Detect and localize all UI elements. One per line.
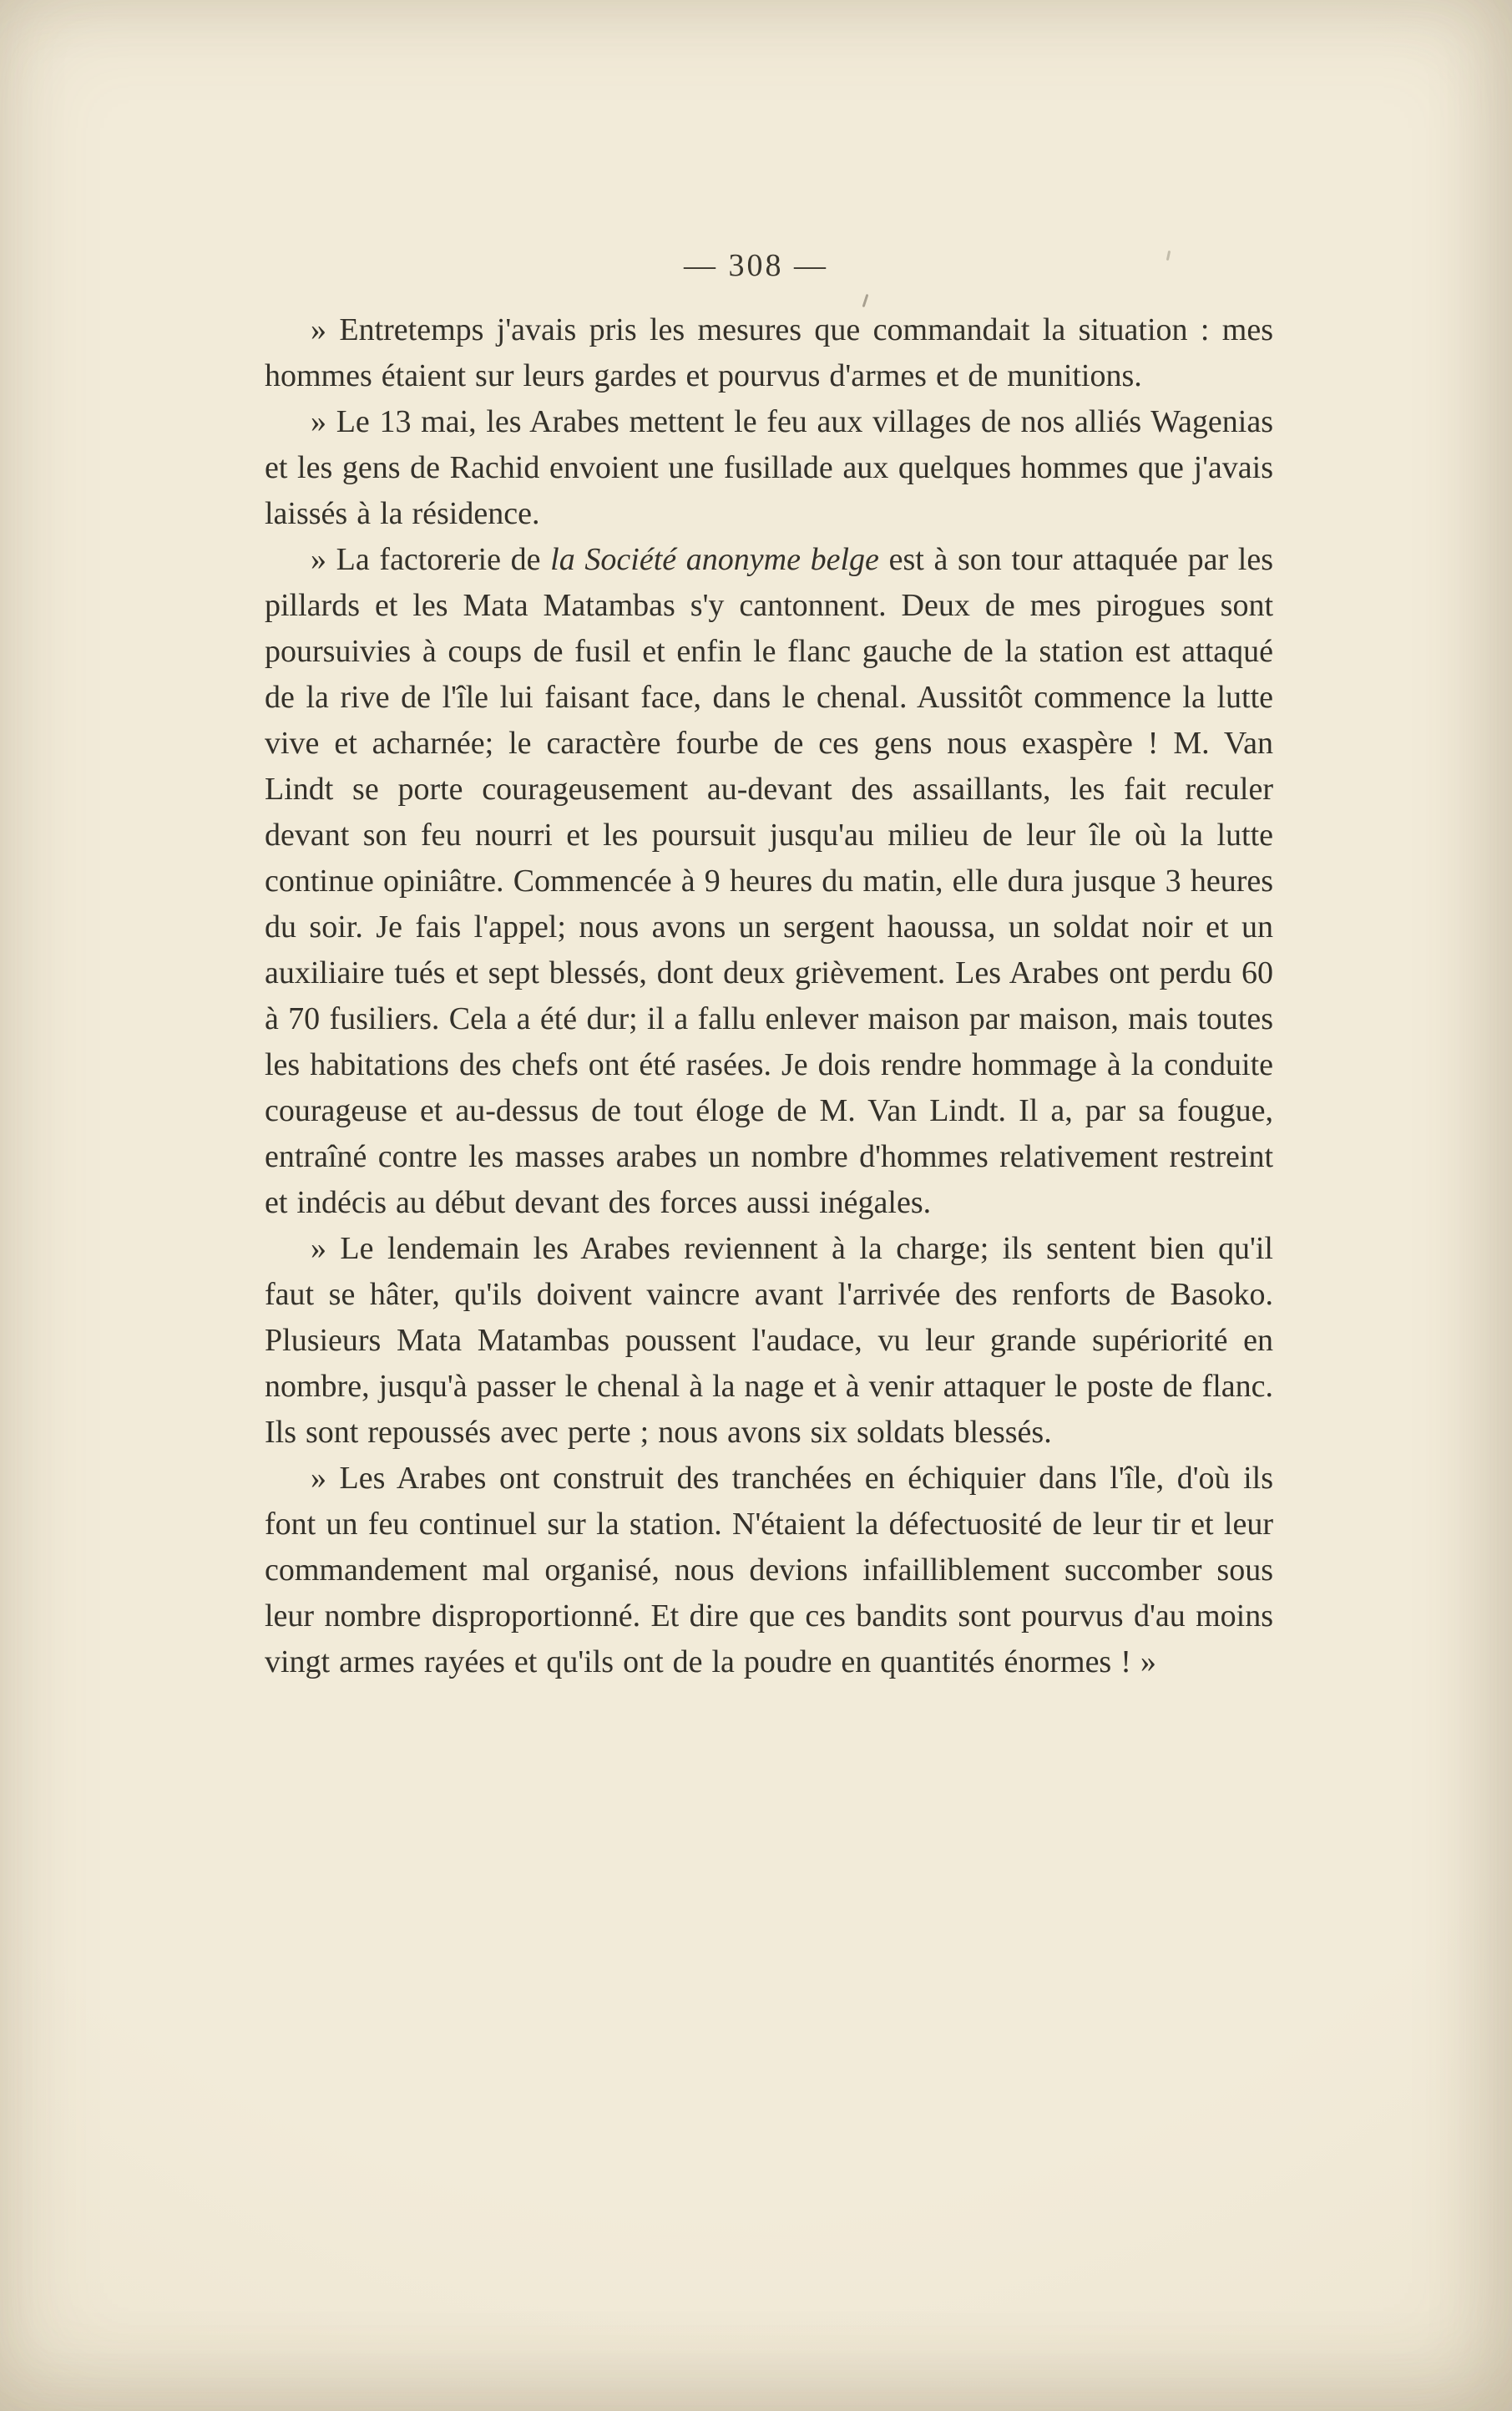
- paragraph-5: [265, 1456, 1273, 1685]
- paragraph-text: est à son tour attaquée par les pillards et les Mata Matambas s'y cantonnent. Deux de mes pirogues sont poursuivies à coups de fusil et enfin le flanc gauche de la station est attaqué de la rive de l'île lui faisant face, dans le chenal. Aussitôt commence la lutte vive et acharnée; le caractère fourbe de ces gens nous exaspère ! M. Van Lindt se porte courageusement au-devant des assaillants, les fait reculer devant son feu nourri et les poursuit jusqu'au milieu de leur île où la lutte continue opiniâtre. Commencée à 9 heures du matin, elle dura jusque 3 heures du soir. Je fais l'appel; nous avons un sergent haoussa, un soldat noir et un auxiliaire tués et sept blessés, dont deux grièvement. Les Arabes ont perdu 60 à 70 fusiliers. Cela a été dur; il a fallu enlever maison par maison, mais toutes les habitations des chefs ont été rasées. Je dois rendre hommage à la conduite courageuse et au-dessus de tout éloge de M. Van Lindt. Il a, par sa fougue, entraîné contre les masses arabes un nombre d'hommes relativement restreint et indécis au début devant des forces aussi inégales.: [265, 542, 1273, 1220]
- paragraph-text-italic: la Société anonyme belge: [550, 542, 879, 577]
- paragraph-1: [265, 307, 1273, 399]
- paragraph-text: » Entretemps j'avais pris les mesures que commandait la situation : mes hommes étaient sur leurs gardes et pourvus d'armes et de munitions.: [265, 312, 1273, 393]
- paragraph-3: [265, 537, 1273, 1226]
- page-number: — 308 —: [684, 248, 828, 283]
- paragraph-text: » La factorerie de: [311, 542, 551, 577]
- paragraph-2: [265, 399, 1273, 537]
- scan-artifact: [862, 294, 869, 307]
- text-block: [265, 307, 1273, 1685]
- paragraph-text: » Les Arabes ont construit des tranchées en échiquier dans l'île, d'où ils font un feu continuel sur la station. N'étaient la défectuosité de leur tir et leur commandement mal organisé, nous devions infailliblement succomber sous leur nombre disproportionné. Et dire que ces bandits sont pourvus d'au moins vingt armes rayées et qu'ils ont de la poudre en quantités énormes ! »: [265, 1461, 1273, 1679]
- paragraph-4: [265, 1226, 1273, 1456]
- paragraph-text: » Le lendemain les Arabes reviennent à la charge; ils sentent bien qu'il faut se hâter, qu'ils doivent vaincre avant l'arrivée des renforts de Basoko. Plusieurs Mata Matambas poussent l'audace, vu leur grande supériorité en nombre, jusqu'à passer le chenal à la nage et à venir attaquer le poste de flanc. Ils sont repoussés avec perte ; nous avons six soldats blessés.: [265, 1231, 1273, 1450]
- paragraph-text: » Le 13 mai, les Arabes mettent le feu aux villages de nos alliés Wagenias et les gens de Rachid envoient une fusillade aux quelques hommes que j'avais laissés à la résidence.: [265, 404, 1273, 531]
